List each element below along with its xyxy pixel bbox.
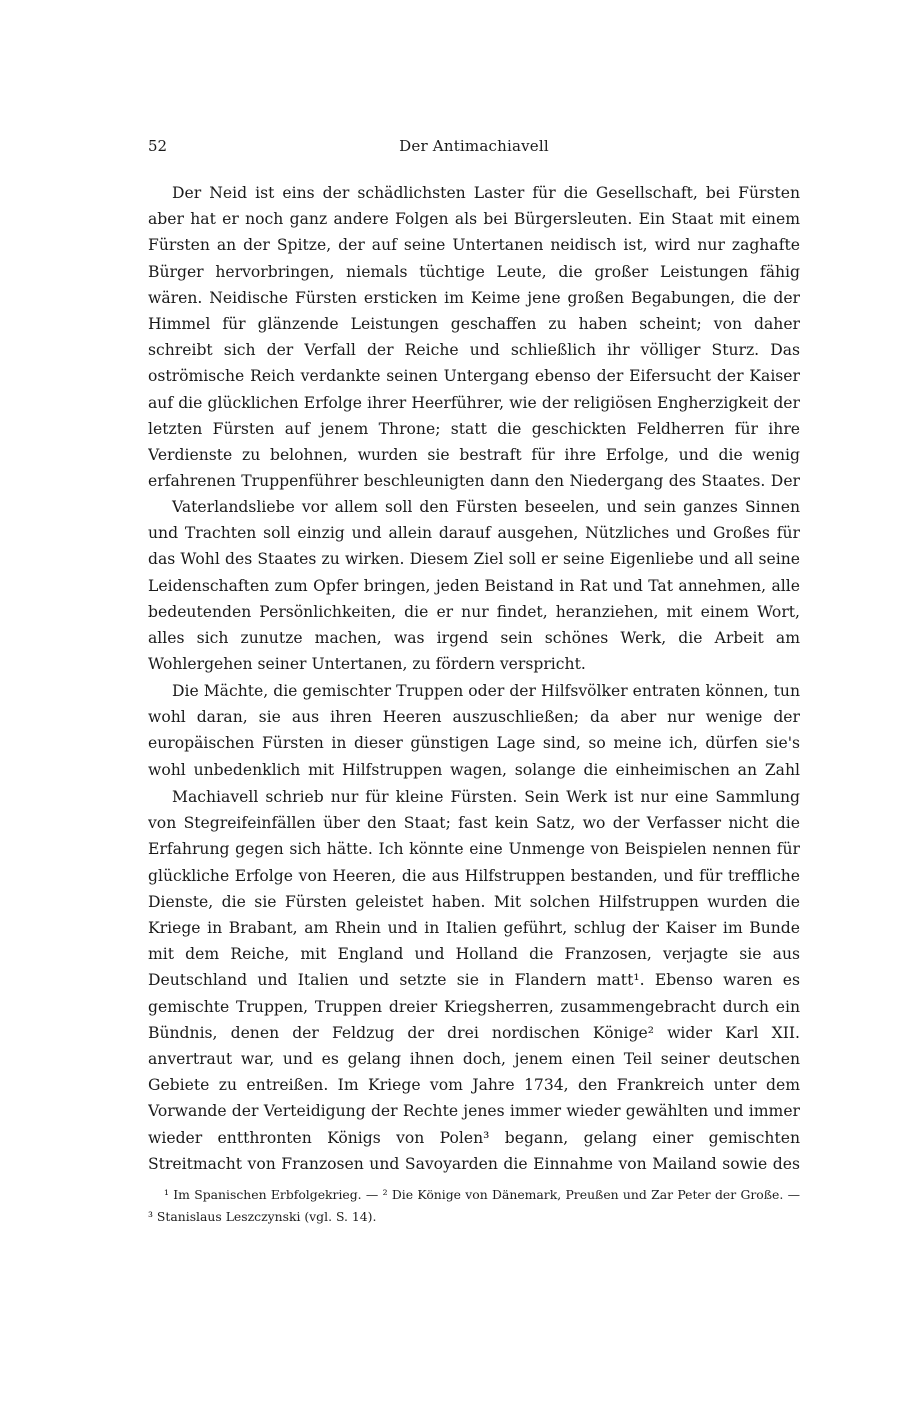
body-text [148,180,800,1174]
paragraph-machiavelli: Machiavell schrieb nur für kleine Fürsten. Sein Werk ist nur eine Sammlung von Stegreifeinfällen über den Staat; fast kein Satz, wo der Verfasser nicht die Erfahrung gegen sich hätte. Ich könnte eine Unmenge von Beispielen nennen für glückliche Erfolge von Heeren, die aus Hilfstruppen bestanden, und für treffliche Dienste, die sie Fürsten geleistet haben. Mit solchen Hilfstruppen wurden die Kriege in Brabant, am Rhein und in Italien geführt, schlug der Kaiser im Bunde mit dem Reiche, mit England und Holland die Franzosen, verjagte sie aus Deutschland und Italien und setzte sie in Flandern matt¹. Ebenso waren es gemischte Truppen, Truppen dreier Kriegsherren, zusammengebracht durch ein Bündnis, denen der Feldzug der drei nordischen Könige² wider Karl XII. anvertraut war, und es gelang ihnen doch, jenem einen Teil seiner deutschen Gebiete zu entreißen. Im Kriege vom Jahre 1734, den Frankreich unter dem Vorwande der Verteidigung der Rechte jenes immer wieder gewählten und immer wieder entthronten Königs von Polen³ begann, gelang einer gemischten Streitmacht von Franzosen und Savoyarden die Einnahme von Mailand sowie des [148,788,800,1173]
footnotes [148,1184,800,1228]
paragraph-auxiliary-troops: Die Mächte, die gemischter Truppen oder der Hilfsvölker entraten können, tun wohl daran, sie aus ihren Heeren auszuschließen; da aber nur wenige der europäischen Fürsten in dieser günstigen Lage sind, so meine ich, dürfen sie's wohl unbedenklich mit Hilfstruppen wagen, solange die einheimischen an Zahl [148,682,800,779]
paragraph-envy: Der Neid ist eins der schädlichsten Laster für die Gesellschaft, bei Fürsten aber hat er noch ganz andere Folgen als bei Bürgersleuten. Ein Staat mit einem Fürsten an der Spitze, der auf seine Untertanen neidisch ist, wird nur zaghafte Bürger hervorbringen, niemals tüchtige Leute, die großer Leistungen fähig wären. Neidische Fürsten ersticken im Keime jene großen Begabungen, die der Himmel für glänzende Leistungen geschaffen zu haben scheint; von daher schreibt sich der Verfall der Reiche und schließlich ihr völliger Sturz. Das oströmische Reich verdankte seinen Untergang ebenso der Eifersucht der Kaiser auf die glücklichen Erfolge ihrer Heerführer, wie der religiösen Engherzigkeit der letzten Fürsten auf jenem Throne; statt die geschickten Feldherren für ihre Verdienste zu belohnen, wurden sie bestraft für ihre Erfolge, und die wenig erfahrenen Truppenführer beschleunigten dann den Niedergang des Staates. Der [148,184,800,491]
paragraph-patriotism: Vaterlandsliebe vor allem soll den Fürsten beseelen, und sein ganzes Sinnen und Trachten soll einzig und allein darauf ausgehen, Nützliches und Großes für das Wohl des Staates zu wirken. Diesem Ziel soll er seine Eigenliebe und all seine Leidenschaften zum Opfer bringen, jeden Beistand in Rat und Tat annehmen, alle bedeutenden Persönlichkeiten, die er nur findet, heranziehen, mit einem Wort, alles sich zunutze machen, was irgend sein schönes Werk, die Arbeit am Wohlergehen seiner Untertanen, zu fördern verspricht. [148,498,800,674]
running-title: Der Antimachiavell [399,137,549,155]
footnote-text: ¹ Im Spanischen Erbfolgekrieg. — ² Die Könige von Dänemark, Preußen und Zar Peter der Große. — ³ Stanislaus Leszczynski (vgl. S. 14). [148,1187,800,1224]
running-head [148,134,800,158]
page-number: 52 [148,137,168,155]
